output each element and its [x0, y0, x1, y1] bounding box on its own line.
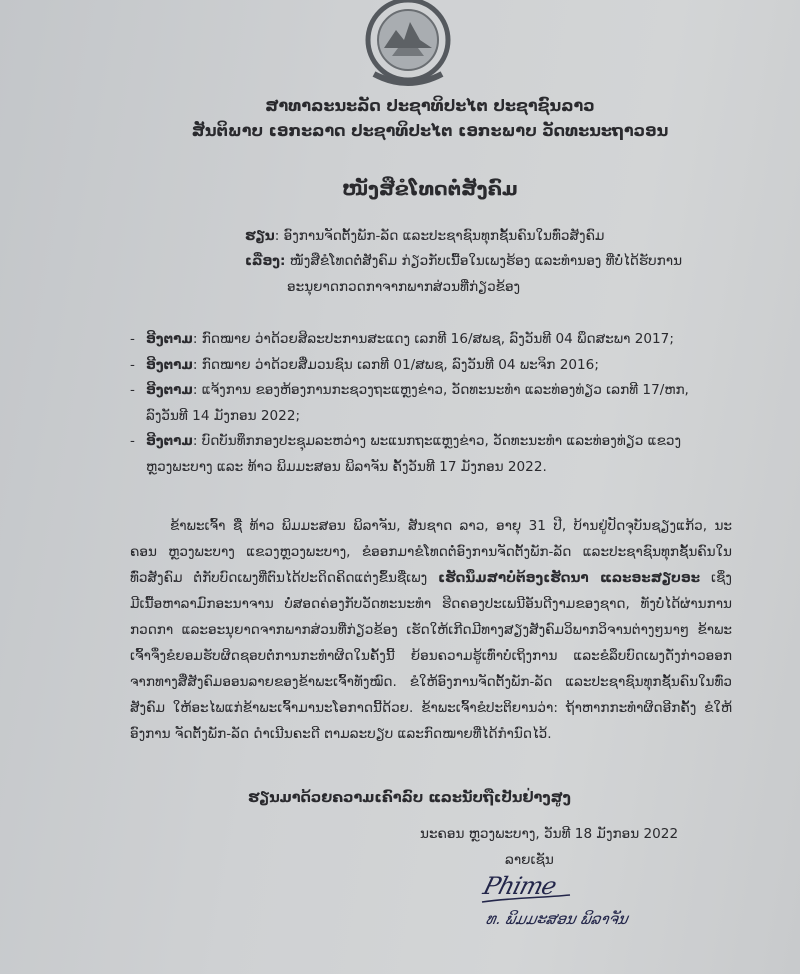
reference-text: : ບົດບັນທຶກກອງປະຊຸມລະຫວ່າງ ພະແນກຖະແຫຼງຂ່າວ, ວັດທະນະທຳ ແລະທ່ອງທ່ຽວ ແຂວງ [192, 433, 682, 449]
reference-text: : ກົດໝາຍ ວ່າດ້ວຍສື່ມວນຊົນ ເລກທີ 01/ສພຊ, ລົງວັນທີ 04 ພະຈິກ 2016; [192, 357, 599, 373]
bullet-dash: - [130, 433, 135, 449]
body-line: ເຈົ້າຈຶ່ງຂໍຍອມຮັບຜິດຊອບຕໍ່ການກະທຳຜິດໃນຄັ້ງນີ້ ຍ້ອນຄວາມຮູ້ເທົ່າບໍ່ເຖິງການ ແລະຂໍລຶບບົດເພງດັ່ງກ່າວອອກ [130, 648, 732, 664]
recipient-label: ຮຽນ [245, 228, 275, 244]
bullet-dash: - [130, 331, 135, 347]
signature-name: ທ. ພິມມະສອນ ພິລາຈັນ [485, 910, 631, 928]
body-line: ຂ້າພະເຈົ້າ ຊື່ ທ້າວ ພິມມະສອນ ພິລາຈັນ, ສັນຊາດ ລາວ, ອາຍຸ 31 ປີ, ບ້ານຢູ່ປັດຈຸບັນຊຽງແກ້ວ, ນະ [170, 518, 732, 534]
reference-label: ອີງຕາມ [146, 357, 193, 373]
document-title: ໜັງສືຂໍໂທດຕໍ່ສັງຄົມ [342, 178, 518, 200]
reference-label: ອີງຕາມ [146, 382, 193, 398]
place-and-date: ນະຄອນ ຫຼວງພະບາງ, ວັນທີ 18 ມັງກອນ 2022 [420, 826, 679, 842]
recipient-text: : ອົງການຈັດຕັ້ງພັກ-ລັດ ແລະປະຊາຊົນທຸກຊັ້ນຄົນໃນທົ່ວສັງຄົມ [274, 228, 605, 244]
reference-label: ອີງຕາມ [146, 331, 193, 347]
body-line: ຄອນ ຫຼວງພະບາງ ແຂວງຫຼວງພະບາງ, ຂໍອອກມາຂໍໂທດຕໍ່ອົງການຈັດຕັ້ງພັກ-ລັດ ແລະປະຊາຊົນທຸກຊັ້ນຄົນໃນ [130, 544, 732, 560]
reference-item [146, 382, 689, 398]
reference-item [146, 357, 599, 373]
subject-line [245, 253, 682, 269]
national-motto: ສັນຕິພາບ ເອກະລາດ ປະຊາທິປະໄຕ ເອກະພາບ ວັດທະນະຖາວອນ [191, 121, 669, 140]
recipient-line [245, 228, 604, 244]
national-emblem [358, 0, 458, 92]
reference-label: ອີງຕາມ [146, 433, 193, 449]
body-text: ທົ່ວສັງຄົມ ຕໍ່ກັບບົດເພງທີ່ຕົນໄດ້ປະດິດຄິດແຕ່ງຂຶ້ນຊື່ເພງ [130, 570, 439, 586]
body-line: ອົງການ ຈັດຕັ້ງພັກ-ລັດ ດຳເນີນຄະດີ ຕາມລະບຽບ ແລະກົດໝາຍທີ່ໄດ້ກຳນົດໄວ້. [130, 726, 552, 742]
song-title: ເຮັດນຶມສາບໍ່ຕ້ອງເຮັດນາ ແລະອະສຽບອະ [438, 570, 701, 586]
body-text: ເຊິ່ງ [700, 570, 732, 586]
subject-label: ເລື່ອງ: [245, 253, 286, 269]
body-line: ສັງຄົມ ໃຫ້ອະໄພແກ່ຂ້າພະເຈົ້າມານະໂອກາດນີ້ດ້ວຍ. ຂ້າພະເຈົ້າຂໍປະຕິຍານວ່າ: ຖ້າຫາກກະທຳຜິດອີກຄັ້ງ ຂໍໃຫ້ [130, 700, 732, 716]
signature-underline [478, 894, 578, 904]
reference-item [146, 331, 674, 347]
bullet-dash: - [130, 382, 135, 398]
body-line: ກວດກາ ແລະອະນຸຍາດຈາກພາກສ່ວນທີ່ກ່ຽວຂ້ອງ ເຮັດໃຫ້ເກີດມີທາງສຽງສັງຄົມວິພາກວິຈານຕ່າງໆນາໆ ຂ້າພະ [130, 622, 732, 638]
body-line: ມີເນື້ອຫາລາມົກອະນາຈານ ບໍ່ສອດຄ່ອງກັບວັດທະນະທຳ ຮີດຄອງປະເພນີອັນດີງາມຂອງຊາດ, ທັງບໍ່ໄດ້ຜ່ານການ [130, 596, 732, 612]
country-name: ສາທາລະນະລັດ ປະຊາທິປະໄຕ ປະຊາຊົນລາວ [265, 96, 595, 115]
reference-continuation: ຫຼວງພະບາງ ແລະ ທ້າວ ພິມມະສອນ ພິລາຈັນ ຄັ້ງວັນທີ 17 ມັງກອນ 2022. [146, 459, 547, 475]
subject-continuation: ອະນຸຍາດກວດກາຈາກພາກສ່ວນທີ່ກ່ຽວຂ້ອງ [287, 279, 521, 295]
reference-continuation: ລົງວັນທີ 14 ມັງກອນ 2022; [146, 408, 301, 424]
body-line [130, 570, 732, 586]
reference-item [146, 433, 681, 449]
closing-salutation: ຮຽນມາດ້ວຍຄວາມເຄົາລົບ ແລະນັບຖືເປັນຢ່າງສູງ [248, 790, 571, 806]
subject-text: ໜັງສືຂໍໂທດຕໍ່ສັງຄົມ ກ່ຽວກັບເນື້ອໃນເພງຮ້ອງ ແລະທຳນອງ ທີ່ບໍ່ໄດ້ຮັບການ [285, 253, 683, 269]
reference-text: : ກົດໝາຍ ວ່າດ້ວຍສິລະປະການສະແດງ ເລກທີ 16/ສພຊ, ລົງວັນທີ 04 ພຶດສະພາ 2017; [192, 331, 674, 347]
signature-label: ລາຍເຊັນ [505, 852, 554, 868]
bullet-dash: - [130, 357, 135, 373]
signature-scribble: Phime [480, 872, 560, 900]
reference-text: : ແຈ້ງການ ຂອງຫ້ອງການກະຊວງຖະແຫຼງຂ່າວ, ວັດທະນະທຳ ແລະທ່ອງທ່ຽວ ເລກທີ 17/ຫກ, [192, 382, 689, 398]
body-line: ຈາກທາງສື່ສັງຄົມອອນລາຍຂອງຂ້າພະເຈົ້າທັງໝົດ. ຂໍໃຫ້ອົງການຈັດຕັ້ງພັກ-ລັດ ແລະປະຊາຊົນທຸກຊັ້ນຄົນໃນທົ່ວ [130, 674, 732, 690]
